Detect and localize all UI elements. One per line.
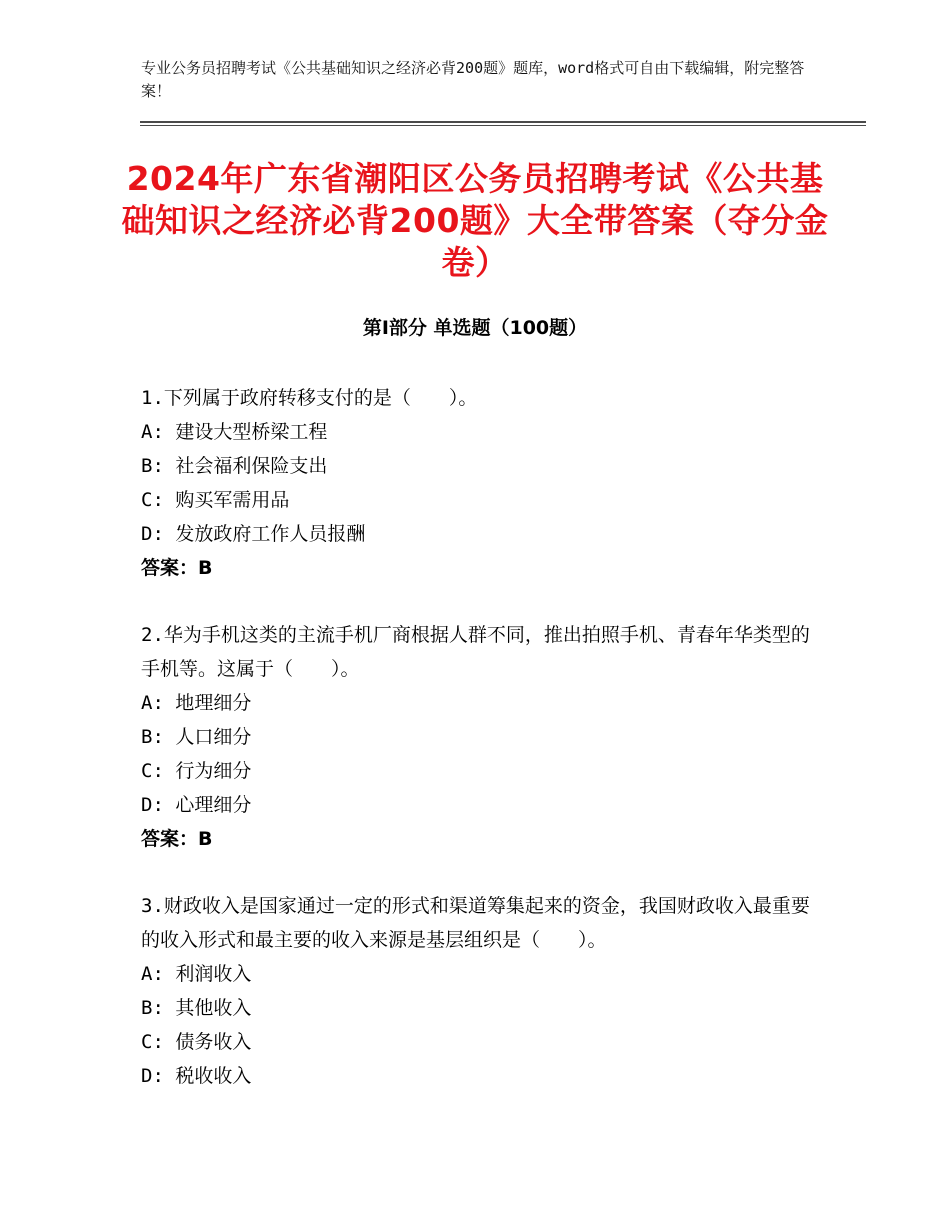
question-list: [141, 381, 811, 1126]
question-stem: 1.下列属于政府转移支付的是（ ）。: [141, 387, 478, 409]
option-c: C: 行为细分: [141, 760, 252, 782]
question-stem: 3.财政收入是国家通过一定的形式和渠道筹集起来的资金，我国财政收入最重要的收入形式和最主要的收入来源是基层组织是（ ）。: [141, 895, 810, 951]
answer-label: 答案：B: [141, 557, 213, 579]
option-a: A: 利润收入: [141, 963, 252, 985]
header-divider-thin: [140, 125, 866, 126]
option-d: D: 心理细分: [141, 794, 252, 816]
option-d: D: 发放政府工作人员报酬: [141, 523, 366, 545]
option-d: D: 税收收入: [141, 1065, 252, 1087]
option-a: A: 建设大型桥梁工程: [141, 421, 328, 443]
header-divider-thick: [140, 121, 866, 123]
header-note: 专业公务员招聘考试《公共基础知识之经济必背200题》题库，word格式可自由下载编辑，附完整答案！: [141, 59, 805, 100]
option-b: B: 其他收入: [141, 997, 252, 1019]
question-stem: 2.华为手机这类的主流手机厂商根据人群不同，推出拍照手机、青春年华类型的手机等。这属于（ ）。: [141, 624, 810, 680]
question-2: [141, 618, 811, 856]
document-title: 2024年广东省潮阳区公务员招聘考试《公共基础知识之经济必背200题》大全带答案（夺分金卷）: [121, 159, 829, 282]
answer-label: 答案：B: [141, 828, 213, 850]
option-b: B: 人口细分: [141, 726, 252, 748]
option-c: C: 购买军需用品: [141, 489, 290, 511]
option-c: C: 债务收入: [141, 1031, 252, 1053]
question-1: [141, 381, 811, 585]
option-b: B: 社会福利保险支出: [141, 455, 328, 477]
section-title: 第Ⅰ部分 单选题（100题）: [362, 317, 588, 339]
question-3: [141, 889, 811, 1093]
option-a: A: 地理细分: [141, 692, 252, 714]
